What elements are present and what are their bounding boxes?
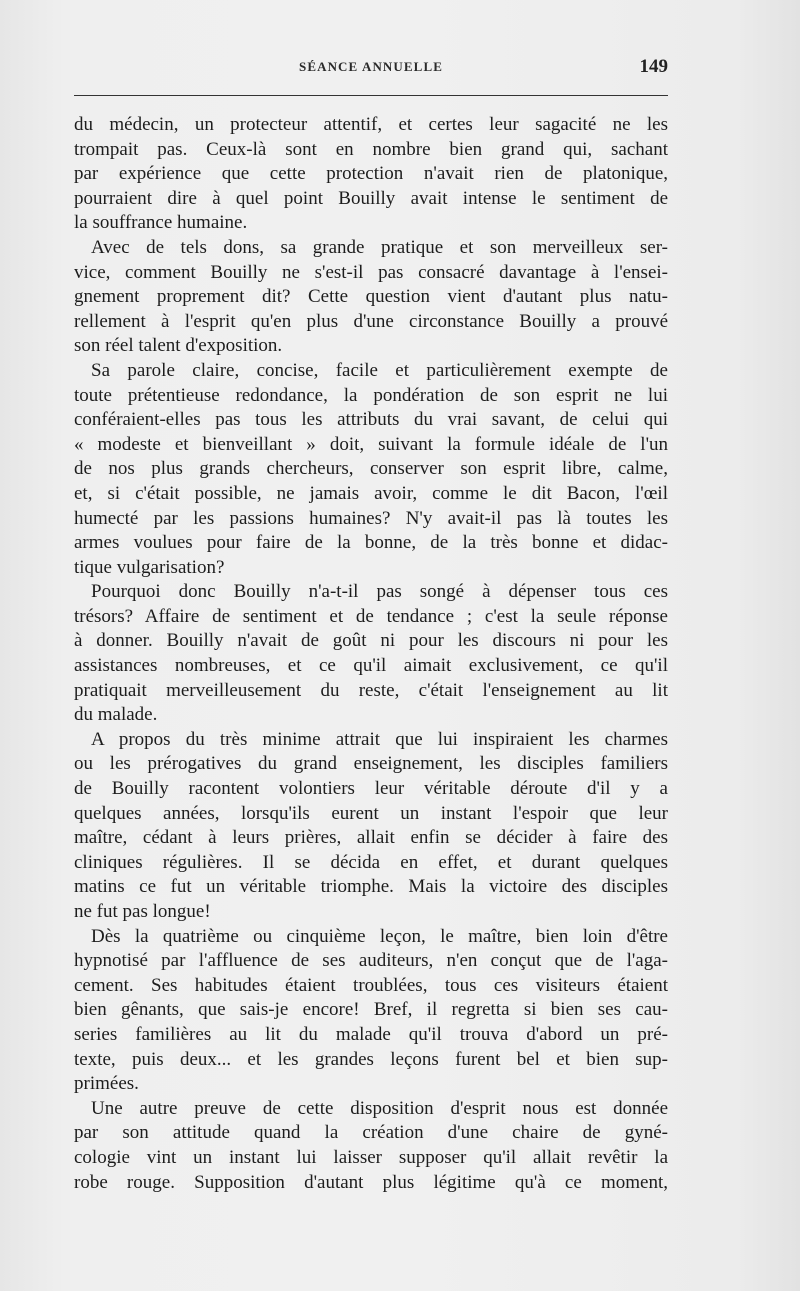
text-line: toute prétentieuse redondance, la pondération de son esprit ne lui: [74, 384, 668, 406]
text-line: ne fut pas longue!: [74, 901, 211, 922]
text-line: assistances nombreuses, et ce qu'il aimait exclusivement, ce qu'il: [74, 655, 668, 677]
text-line: son réel talent d'exposition.: [74, 335, 283, 357]
text-line: quelques années, lorsqu'ils eurent un instant l'espoir que leur: [74, 802, 668, 824]
text-line: series familières au lit du malade qu'il trouva d'abord un pré-: [74, 1023, 668, 1045]
text-line: trompait pas. Ceux-là sont en nombre bien grand qui, sachant: [74, 138, 668, 160]
text-line: texte, puis deux... et les grandes leçons furent bel et bien sup-: [74, 1048, 668, 1070]
text-line: cologie vint un instant lui laisser supposer qu'il allait revêtir la: [74, 1146, 668, 1168]
text-line: cliniques régulières. Il se décida en effet, et durant quelques: [74, 851, 668, 873]
text-line: Sa parole claire, concise, facile et particulièrement exempte de: [91, 359, 668, 381]
text-line: humecté par les passions humaines? N'y avait-il pas là toutes les: [74, 507, 668, 529]
text-line: du médecin, un protecteur attentif, et certes leur sagacité ne les: [74, 114, 668, 135]
text-line: robe rouge. Supposition d'autant plus légitime qu'à ce moment,: [74, 1171, 668, 1193]
page-number: 149: [639, 56, 668, 77]
text-line: tique vulgarisation?: [74, 556, 225, 578]
text-line: à donner. Bouilly n'avait de goût ni pour les discours ni pour les: [74, 630, 668, 652]
text-line: gnement proprement dit? Cette question vient d'autant plus natu-: [74, 286, 668, 308]
text-line: et, si c'était possible, ne jamais avoir, comme le dit Bacon, l'œil: [74, 482, 668, 504]
text-line: maître, cédant à leurs prières, allait enfin se décider à faire des: [74, 827, 668, 849]
text-line: cement. Ses habitudes étaient troublées, tous ces visiteurs étaient: [74, 974, 668, 996]
text-line: pourraient dire à quel point Bouilly avait intense le sentiment de: [74, 187, 668, 209]
text-line: rellement à l'esprit qu'en plus d'une circonstance Bouilly a prouvé: [74, 310, 668, 332]
text-line: conféraient-elles pas tous les attributs du vrai savant, de celui qui: [74, 409, 668, 431]
text-line: de Bouilly racontent volontiers leur véritable déroute d'il y a: [74, 778, 668, 800]
running-head: [74, 56, 668, 80]
text-line: par son attitude quand la création d'une chaire de gyné-: [74, 1122, 668, 1144]
text-line: matins ce fut un véritable triomphe. Mais la victoire des disciples: [74, 876, 668, 898]
text-line: A propos du très minime attrait que lui inspiraient les charmes: [91, 728, 668, 750]
text-line: hypnotisé par l'affluence de ses auditeurs, n'en conçut que de l'aga-: [74, 950, 668, 972]
running-title: SÉANCE ANNUELLE: [298, 59, 443, 74]
text-line: de nos plus grands chercheurs, conserver son esprit libre, calme,: [74, 458, 668, 480]
text-line: Avec de tels dons, sa grande pratique et son merveilleux ser-: [91, 236, 668, 258]
text-line: trésors? Affaire de sentiment et de tendance ; c'est la seule réponse: [74, 605, 668, 627]
text-line: Une autre preuve de cette disposition d'esprit nous est donnée: [91, 1097, 668, 1119]
text-line: Pourquoi donc Bouilly n'a-t-il pas songé à dépenser tous ces: [91, 581, 668, 603]
text-line: armes voulues pour faire de la bonne, de la très bonne et didac-: [74, 532, 668, 554]
text-line: la souffrance humaine.: [74, 212, 248, 234]
text-line: pratiquait merveilleusement du reste, c'était l'enseignement au lit: [74, 679, 668, 701]
text-line: Dès la quatrième ou cinquième leçon, le maître, bien loin d'être: [91, 925, 668, 947]
text-line: du malade.: [74, 704, 158, 726]
body-text: [74, 113, 668, 1195]
text-line: vice, comment Bouilly ne s'est-il pas consacré davantage à l'ensei-: [74, 261, 668, 283]
header-rule: [74, 95, 668, 96]
text-line: « modeste et bienveillant » doit, suivant la formule idéale de l'un: [74, 433, 668, 455]
text-line: ou les prérogatives du grand enseignement, les disciples familiers: [74, 753, 668, 775]
text-line: par expérience que cette protection n'avait rien de platonique,: [74, 163, 668, 185]
text-line: bien gênants, que sais-je encore! Bref, il regretta si bien ses cau-: [74, 999, 668, 1021]
text-line: primées.: [74, 1073, 139, 1095]
